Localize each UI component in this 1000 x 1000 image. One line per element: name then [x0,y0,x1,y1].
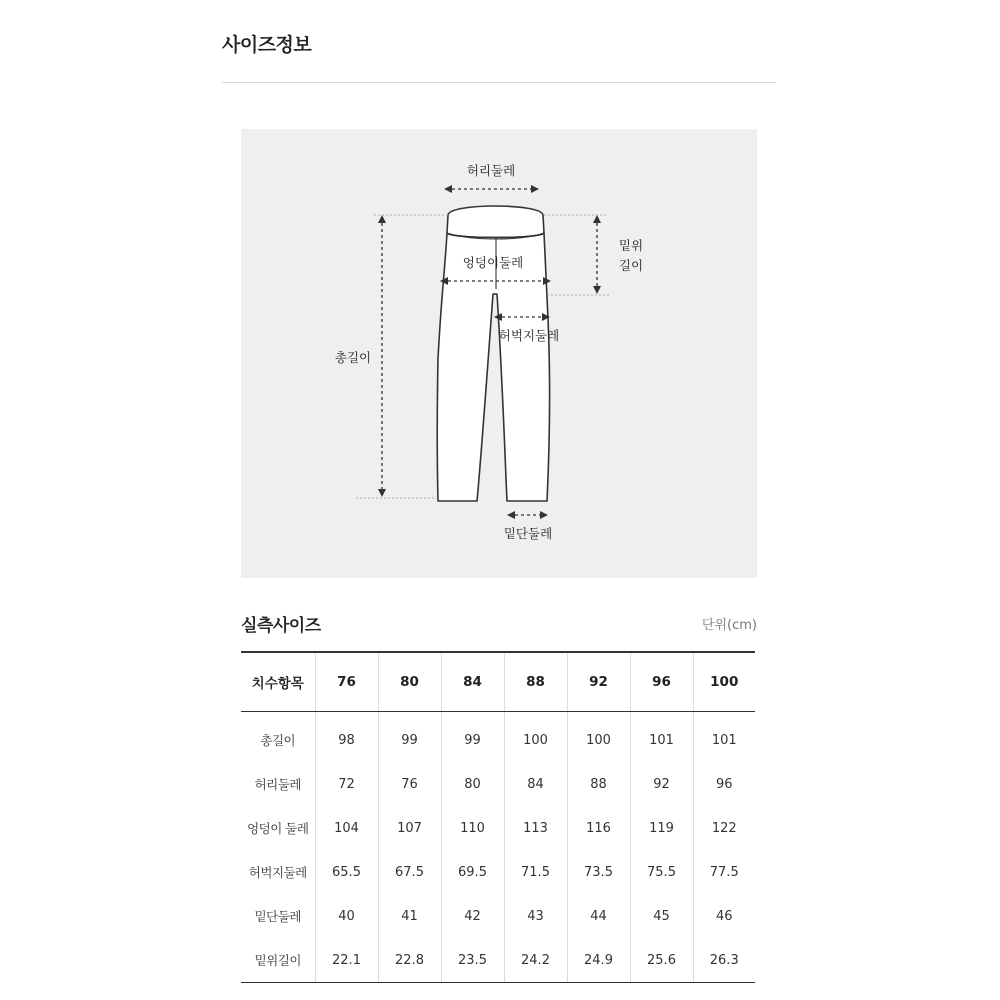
table-cell: 69.5 [441,850,504,894]
table-row [241,894,755,938]
table-cell: 65.5 [315,850,378,894]
waist-measure [446,163,537,189]
header-cell: 96 [630,652,693,712]
table-cell: 44 [567,894,630,938]
table-cell: 99 [378,712,441,763]
table-cell: 113 [504,806,567,850]
header-cell: 88 [504,652,567,712]
table-cell: 43 [504,894,567,938]
table-cell: 25.6 [630,938,693,983]
table-cell: 46 [693,894,755,938]
table-cell: 122 [693,806,755,850]
header-cell: 84 [441,652,504,712]
table-row [241,850,755,894]
rise-label-2: 길이 [618,258,644,273]
unit-label: 단위(cm) [701,618,757,633]
table-cell: 98 [315,712,378,763]
table-cell: 116 [567,806,630,850]
table-cell: 100 [567,712,630,763]
table-cell: 71.5 [504,850,567,894]
table-cell: 80 [441,762,504,806]
row-label: 총길이 [260,733,296,748]
table-cell: 75.5 [630,850,693,894]
pants-outline [437,206,549,501]
rise-label: 밑위 [618,238,644,253]
waist-label: 허리둘레 [466,163,516,178]
table-cell: 101 [630,712,693,763]
table-cell: 22.8 [378,938,441,983]
row-label: 엉덩이 둘레 [247,821,309,836]
header-cell: 76 [315,652,378,712]
table-cell: 76 [378,762,441,806]
hip-label: 엉덩이둘레 [462,255,524,270]
table-cell: 119 [630,806,693,850]
header-cell: 92 [567,652,630,712]
table-row [241,938,755,983]
table-header-row [241,652,755,712]
table-cell: 23.5 [441,938,504,983]
rise-measure [544,215,643,295]
row-label: 허리둘레 [254,777,301,792]
total-length-label: 총길이 [334,350,372,365]
table-cell: 67.5 [378,850,441,894]
table-cell: 72 [315,762,378,806]
table-cell: 24.2 [504,938,567,983]
table-cell: 92 [630,762,693,806]
table-cell: 41 [378,894,441,938]
table-cell: 24.9 [567,938,630,983]
table-cell: 84 [504,762,567,806]
hem-label: 밑단둘레 [503,526,553,541]
table-cell: 77.5 [693,850,755,894]
table-cell: 107 [378,806,441,850]
table-cell: 96 [693,762,755,806]
table-cell: 40 [315,894,378,938]
table-title: 실측사이즈 [241,616,321,636]
table-cell: 104 [315,806,378,850]
table-cell: 99 [441,712,504,763]
row-label: 허벅지둘레 [248,865,307,880]
thigh-label: 허벅지둘레 [498,328,560,343]
pants-illustration [241,129,757,578]
pants-diagram [241,129,757,578]
row-label: 밑위길이 [241,938,315,983]
total-length-measure [335,215,448,498]
table-cell: 73.5 [567,850,630,894]
size-table [241,651,755,983]
table-row [241,762,755,806]
hem-measure [504,515,552,541]
table-cell: 45 [630,894,693,938]
section-divider [222,82,776,83]
table-cell: 101 [693,712,755,763]
row-label: 밑단둘레 [254,909,301,924]
table-row [241,712,755,763]
header-cell: 100 [693,652,755,712]
table-row [241,806,755,850]
table-cell: 100 [504,712,567,763]
table-cell: 42 [441,894,504,938]
header-cell: 치수항목 [241,652,315,712]
table-cell: 88 [567,762,630,806]
section-title: 사이즈정보 [222,34,312,56]
table-cell: 22.1 [315,938,378,983]
table-cell: 26.3 [693,938,755,983]
header-cell: 80 [378,652,441,712]
table-cell: 110 [441,806,504,850]
